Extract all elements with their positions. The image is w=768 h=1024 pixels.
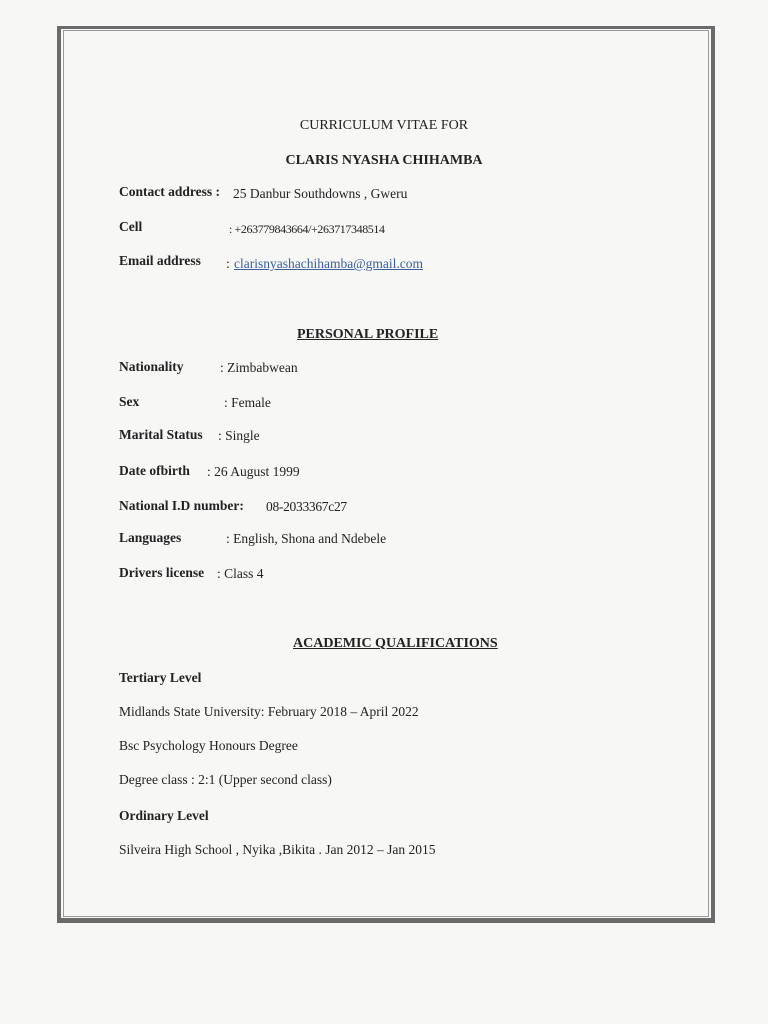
ordinary-school: Silveira High School , Nyika ,Bikita . Jan 2012 – Jan 2015 xyxy=(119,842,436,857)
email-label: Email address xyxy=(119,253,201,268)
national-id-label: National I.D number: xyxy=(119,498,244,513)
tertiary-level-label: Tertiary Level xyxy=(119,670,202,685)
languages-value: : English, Shona and Ndebele xyxy=(226,531,387,546)
dob-label: Date ofbirth xyxy=(119,463,190,478)
tertiary-institution: Midlands State University: February 2018 – April 2022 xyxy=(119,704,419,719)
personal-profile-heading: PERSONAL PROFILE xyxy=(297,327,439,342)
email-link[interactable]: clarisnyashachihamba@gmail.com xyxy=(234,256,423,271)
sex-value: : Female xyxy=(224,395,271,410)
ordinary-level-label: Ordinary Level xyxy=(119,808,209,823)
cell-value: : +263779843664/+263717348514 xyxy=(229,222,385,236)
tertiary-degree-class: Degree class : 2:1 (Upper second class) xyxy=(119,772,332,787)
tertiary-degree: Bsc Psychology Honours Degree xyxy=(119,738,298,753)
drivers-license-label: Drivers license xyxy=(119,565,205,580)
cell-label: Cell xyxy=(119,219,143,234)
sex-label: Sex xyxy=(119,394,140,409)
national-id-value: 08-2033367c27 xyxy=(266,499,347,514)
academic-qualifications-heading: ACADEMIC QUALIFICATIONS xyxy=(293,636,498,651)
dob-value: : 26 August 1999 xyxy=(207,464,300,479)
contact-address-label: Contact address : xyxy=(119,184,220,199)
languages-label: Languages xyxy=(119,530,182,545)
marital-status-label: Marital Status xyxy=(119,427,203,442)
candidate-name: CLARIS NYASHA CHIHAMBA xyxy=(285,153,483,168)
contact-address-value: 25 Danbur Southdowns , Gweru xyxy=(233,186,408,201)
marital-status-value: : Single xyxy=(218,428,260,443)
cv-title: CURRICULUM VITAE FOR xyxy=(299,118,469,133)
drivers-license-value: : Class 4 xyxy=(217,566,264,581)
nationality-label: Nationality xyxy=(119,359,184,374)
email-separator: : xyxy=(226,256,230,271)
nationality-value: : Zimbabwean xyxy=(220,360,298,375)
